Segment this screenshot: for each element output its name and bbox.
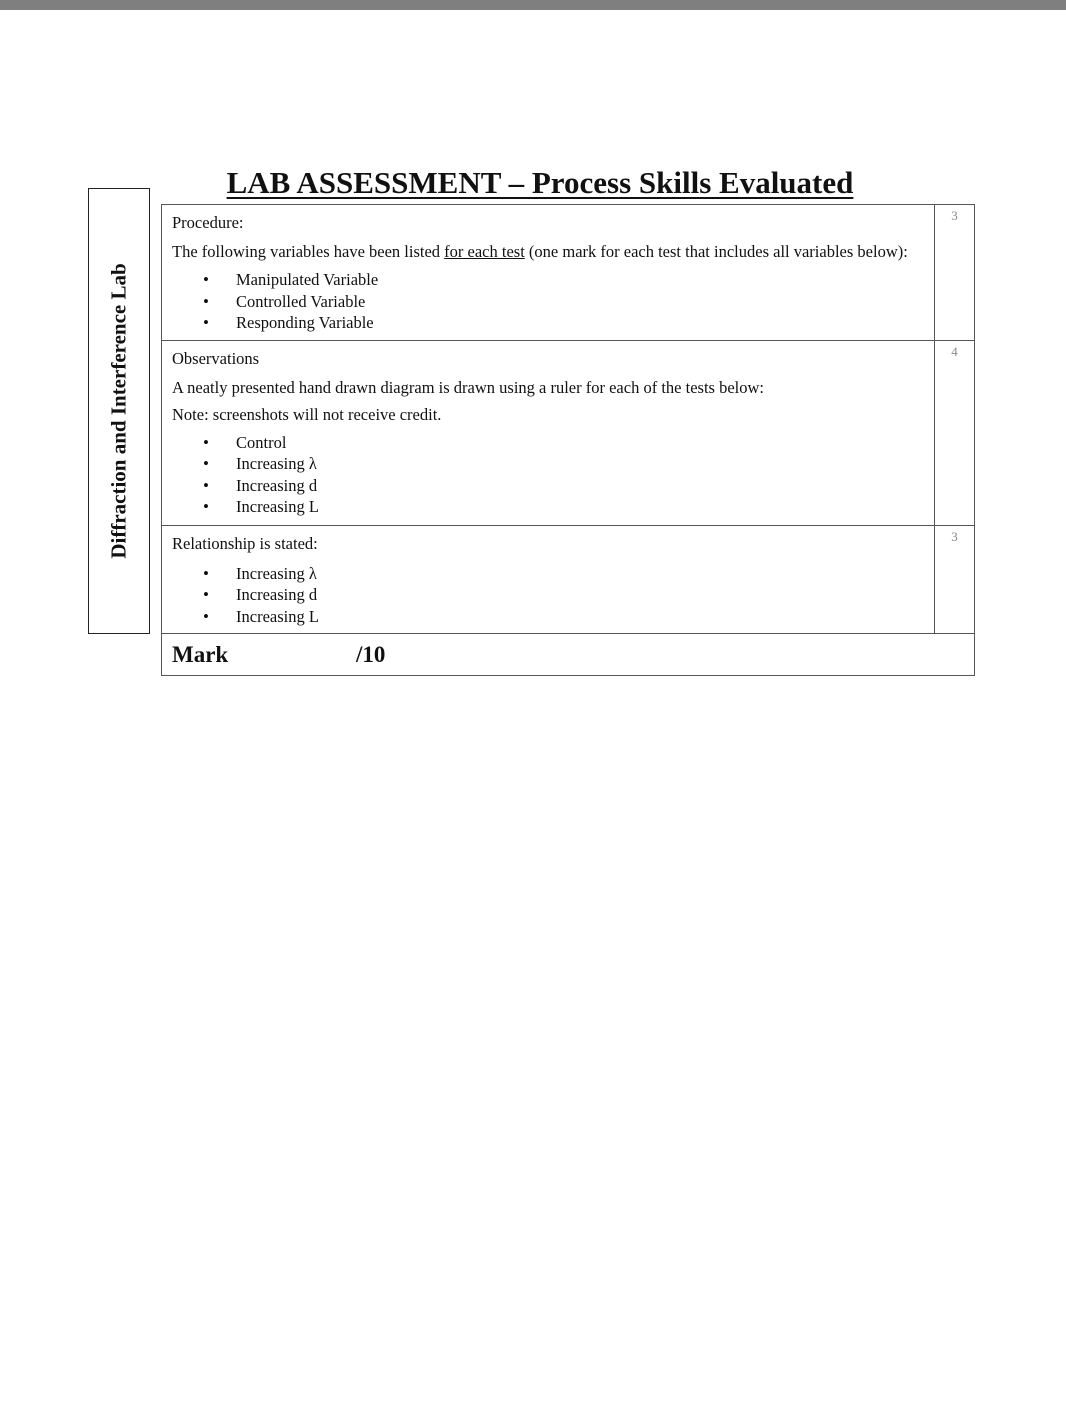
- marks-value: 3: [934, 526, 974, 634]
- bullet-item: • Controlled Variable: [172, 291, 924, 313]
- bullet-list: [172, 432, 924, 518]
- mark-out-of: /10: [356, 641, 386, 667]
- bullet-item: • Increasing L: [172, 606, 924, 628]
- row-heading: Observations: [172, 348, 260, 368]
- total-mark-row: [162, 634, 974, 675]
- rubric-row-observations: [162, 341, 974, 526]
- bullet-item: • Increasing d: [172, 584, 924, 606]
- page-title: LAB ASSESSMENT – Process Skills Evaluated: [226, 165, 854, 200]
- top-bar: [0, 0, 1066, 10]
- rubric-row-relationship: [162, 526, 974, 635]
- bullet-list: [172, 269, 924, 334]
- marks-value: 4: [934, 341, 974, 525]
- rubric-criteria: [162, 205, 934, 340]
- row-heading: Relationship is stated:: [172, 533, 318, 553]
- marks-value: 3: [934, 205, 974, 340]
- bullet-item: • Increasing λ: [172, 563, 924, 585]
- rubric-row-procedure: [162, 205, 974, 341]
- row-note: Note: screenshots will not receive credit.: [172, 404, 442, 424]
- bullet-item: • Manipulated Variable: [172, 269, 924, 291]
- description-text: (one mark for each test that includes all variables below):: [524, 242, 908, 261]
- rubric-criteria: [162, 526, 934, 634]
- side-label: Diffraction and Interference Lab: [106, 263, 131, 559]
- bullet-item: • Increasing λ: [172, 453, 924, 475]
- row-description: A neatly presented hand drawn diagram is drawn using a ruler for each of the tests below:: [172, 377, 764, 397]
- bullet-item: • Control: [172, 432, 924, 454]
- description-emphasis: for each test: [444, 242, 525, 261]
- bullet-list: [172, 563, 924, 628]
- mark-label: Mark: [172, 641, 229, 667]
- rubric-criteria: [162, 341, 934, 525]
- rubric-table: [161, 204, 975, 676]
- bullet-item: • Responding Variable: [172, 312, 924, 334]
- description-text: The following variables have been listed: [172, 242, 445, 261]
- bullet-item: • Increasing L: [172, 496, 924, 518]
- row-heading: Procedure:: [172, 213, 244, 232]
- bullet-item: • Increasing d: [172, 475, 924, 497]
- row-description: [172, 242, 924, 262]
